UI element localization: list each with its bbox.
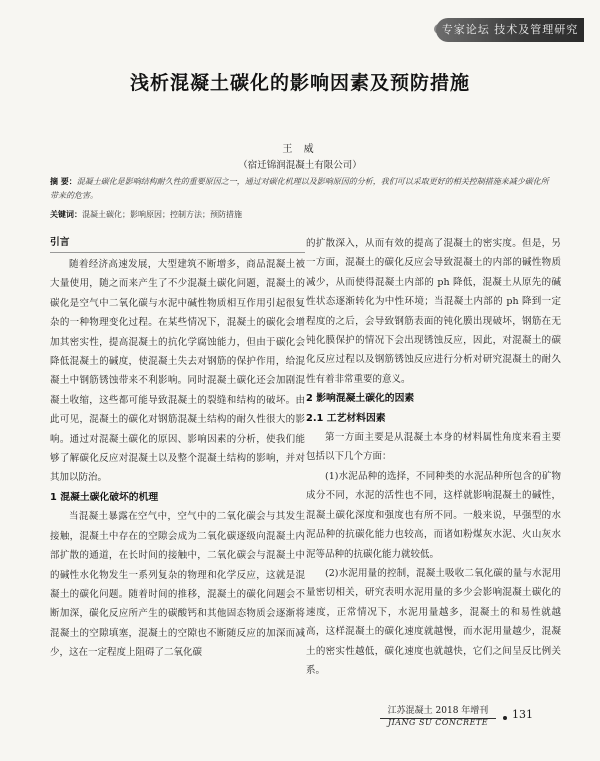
footer-bullet: [503, 716, 507, 720]
abstract-text: 混凝土碳化是影响结构耐久性的重要原因之一，通过对碳化机理以及影响原因的分析，我们可以采取更好的相关控制措施来减少碳化所带来的危害。: [50, 177, 549, 200]
article-author: 王 威: [282, 144, 318, 155]
section1-heading: 1 混凝土碳化破坏的机理: [50, 491, 159, 503]
intro-paragraph: 随着经济高速发展，大型建筑不断增多，商品混凝土被大量使用，随之而来产生了不少混凝土碳化问题，混凝土的碳化是空气中二氧化碳与水泥中碱性物质相互作用引起很复杂的一种物理变化过程。在某些情况下，混凝土的碳化会增加其密实性，提高混凝土的抗化学腐蚀能力，但由于碳化会降低混凝土的碱度，使混凝土失去对钢筋的保护作用，给混凝土中钢筋锈蚀带来不利影响。同时混凝土碳化还会加剧混凝土收缩，这些都可能导致混凝土的裂缝和结构的破坏。由此可见，混凝土的碳化对钢筋混凝土结构的耐久性很大的影响。通过对混凝土碳化的原因、影响因素的分析，使我们能够了解碳化反应对混凝土以及整个混凝土结构的影响，并对其加以防治。: [50, 259, 305, 484]
section1-paragraph: 当混凝土暴露在空气中，空气中的二氧化碳会与其发生接触，混凝土中存在的空隙会成为二氧化碳逐级向混凝土内部扩散的通道，在长时间的接触中，二氧化碳会与混凝土中的碱性水化物发生一系列复杂的物理和化学反应，这就是混凝土的碳化问题。随着时间的推移，混凝土的碳化问题会不断加深，碳化反应所产生的碳酸钙和其他固态物质会逐渐将混凝土的空隙填塞，混凝土的空隙也不断随反应的加深而减少，这在一定程度上阻碍了二氧化碳: [50, 511, 305, 659]
keywords: [50, 207, 550, 222]
right-column: [306, 234, 561, 680]
journal-name-cn: 江苏混凝土 2018 年增刊: [387, 706, 489, 716]
article-title: 浅析混凝土碳化的影响因素及预防措施: [129, 72, 470, 94]
intro-heading: 引言: [50, 234, 305, 253]
list-item-cement-type: (1)水泥品种的选择，不同种类的水泥品种所包含的矿物成分不同，水泥的活性也不同，这样就影响混凝土的碱性，混凝土碳化深度和强度也有所不同。一般来说，早强型的水泥品种的抗碳化能力也较高，而诸如粉煤灰水泥、火山灰水泥等品种的抗碳化能力就较低。: [306, 470, 561, 560]
section2-heading: 2 影响混凝土碳化的因素: [306, 393, 415, 405]
section21-intro: 第一方面主要是从混凝土本身的材料属性角度来看主要包括以下几个方面：: [306, 432, 561, 463]
author-affiliation: （宿迁锦润混凝土有限公司）: [238, 160, 362, 171]
left-column: [50, 234, 305, 663]
continuation-paragraph: 的扩散深入，从而有效的提高了混凝土的密实度。但是，另一方面，混凝土的碳化反应会导致混凝土的内部的碱性物质减少，从而使得混凝土内部的 ph 降低，混凝土从原先的碱性状态逐渐转化为中性环境；当混凝土内部的 ph 降到一定程度的之后，会导致钢筋表面的钝化膜出现破坏，钢筋在无钝化膜保护的情况下会出现锈蚀反应，因此，对混凝土的碳化反应过程以及钢筋锈蚀反应进行分析对研究混凝土的耐久性有着非常重要的意义。: [306, 238, 561, 385]
keywords-text: 混凝土碳化；影响原因；控制方法；预防措施: [82, 210, 242, 219]
section21-heading: 2.1 工艺材料因素: [306, 412, 386, 424]
abstract: [50, 174, 550, 203]
abstract-label: 摘 要：: [50, 176, 77, 186]
list-item-cement-amount: (2)水泥用量的控制，混凝土吸收二氧化碳的量与水泥用量密切相关，研究表明水泥用量的多少会影响混凝土碳化的速度，正常情况下，水泥用量越多，混凝土的和易性就越高，这样混凝土的碳化速度就越慢，而水泥用量越少，混凝土的密实性越低，碳化速度也就越快，它们之间呈反比例关系。: [306, 567, 561, 676]
journal-name-en: JIANG SU CONCRETE: [387, 718, 489, 727]
journal-footer: [380, 706, 496, 728]
keywords-label: 关键词：: [50, 209, 82, 219]
footer-divider: [380, 718, 496, 719]
section-banner: 专家论坛 技术及管理研究: [436, 18, 584, 42]
page-number: 131: [512, 708, 533, 721]
